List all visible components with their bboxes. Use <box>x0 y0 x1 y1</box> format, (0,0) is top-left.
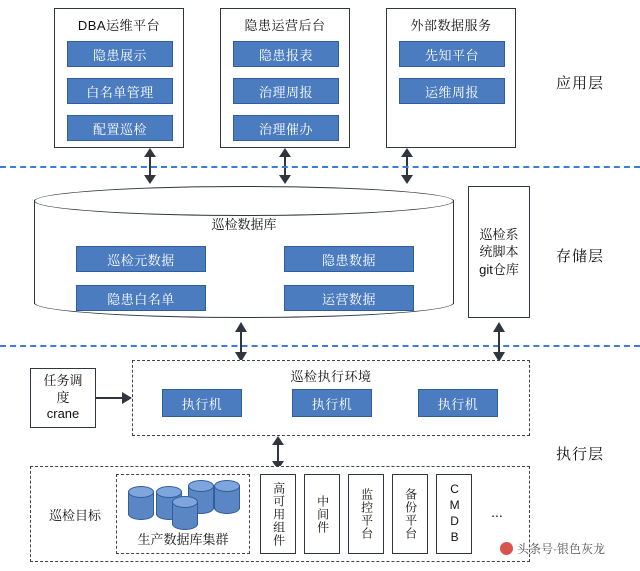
db-item-whitelist[interactable]: 隐患白名单 <box>76 285 206 311</box>
layer-divider-2 <box>0 345 640 347</box>
app-item-ext-0[interactable]: 先知平台 <box>399 41 505 67</box>
target-component-4-label: CMDB <box>447 482 462 546</box>
arrow-storage-exec-1 <box>233 322 249 362</box>
layer-divider-1 <box>0 166 640 168</box>
worker-1[interactable]: 执行机 <box>292 389 372 417</box>
scheduler-box <box>30 368 96 428</box>
db-item-hidden-danger[interactable]: 隐患数据 <box>284 246 414 272</box>
worker-0[interactable]: 执行机 <box>162 389 242 417</box>
db-cylinder-icon-1 <box>128 486 154 520</box>
target-component-2[interactable] <box>348 474 384 554</box>
execution-environment-title: 巡检执行环境 <box>290 369 372 384</box>
production-db-cluster-label: 生产数据库集群 <box>137 531 229 547</box>
app-group-external-title: 外部数据服务 <box>410 18 492 33</box>
inspection-targets-label: 巡检目标 <box>48 507 101 523</box>
target-component-2-label: 监控平台 <box>359 488 374 540</box>
app-group-dba-title: DBA运维平台 <box>77 18 161 33</box>
app-group-dba <box>54 8 184 148</box>
app-item-hd-2[interactable]: 治理催办 <box>233 115 339 141</box>
db-item-meta[interactable]: 巡检元数据 <box>76 246 206 272</box>
app-group-external <box>386 8 516 148</box>
arrow-storage-exec-2 <box>491 322 507 362</box>
db-item-operation[interactable]: 运营数据 <box>284 285 414 311</box>
target-component-0-label: 高可用组件 <box>271 481 286 547</box>
app-item-ext-1[interactable]: 运维周报 <box>399 78 505 104</box>
inspection-database-label: 巡检数据库 <box>211 217 277 232</box>
git-repo-box <box>468 186 530 318</box>
watermark-text: 头条号·银色灰龙 <box>517 542 605 556</box>
app-item-dba-2[interactable]: 配置巡检 <box>67 115 173 141</box>
watermark-dot-icon <box>500 542 513 555</box>
app-group-hidden-danger-title: 隐患运营后台 <box>244 18 326 33</box>
layer-label-application: 应用层 <box>556 75 605 92</box>
app-item-hd-0[interactable]: 隐患报表 <box>233 41 339 67</box>
target-component-4[interactable] <box>436 474 472 554</box>
app-item-dba-1[interactable]: 白名单管理 <box>67 78 173 104</box>
target-component-5: ... <box>491 504 503 520</box>
target-component-1[interactable] <box>304 474 340 554</box>
target-component-3[interactable] <box>392 474 428 554</box>
db-cylinder-icon-4 <box>214 480 240 514</box>
git-repo-label: 巡检系统脚本git仓库 <box>479 226 519 277</box>
target-component-1-label: 中间件 <box>315 494 330 534</box>
target-component-0[interactable] <box>260 474 296 554</box>
db-cylinder-icon-5 <box>172 496 198 530</box>
app-item-dba-0[interactable]: 隐患展示 <box>67 41 173 67</box>
arrow-env-to-targets <box>270 436 286 470</box>
worker-2[interactable]: 执行机 <box>418 389 498 417</box>
scheduler-label: 任务调度crane <box>43 372 83 422</box>
app-group-hidden-danger <box>220 8 350 148</box>
app-item-hd-1[interactable]: 治理周报 <box>233 78 339 104</box>
arrow-scheduler-to-env <box>96 390 132 406</box>
watermark <box>500 540 605 557</box>
target-component-3-label: 备份平台 <box>403 488 418 540</box>
layer-label-execution: 执行层 <box>556 446 605 463</box>
layer-label-storage: 存储层 <box>556 248 605 265</box>
